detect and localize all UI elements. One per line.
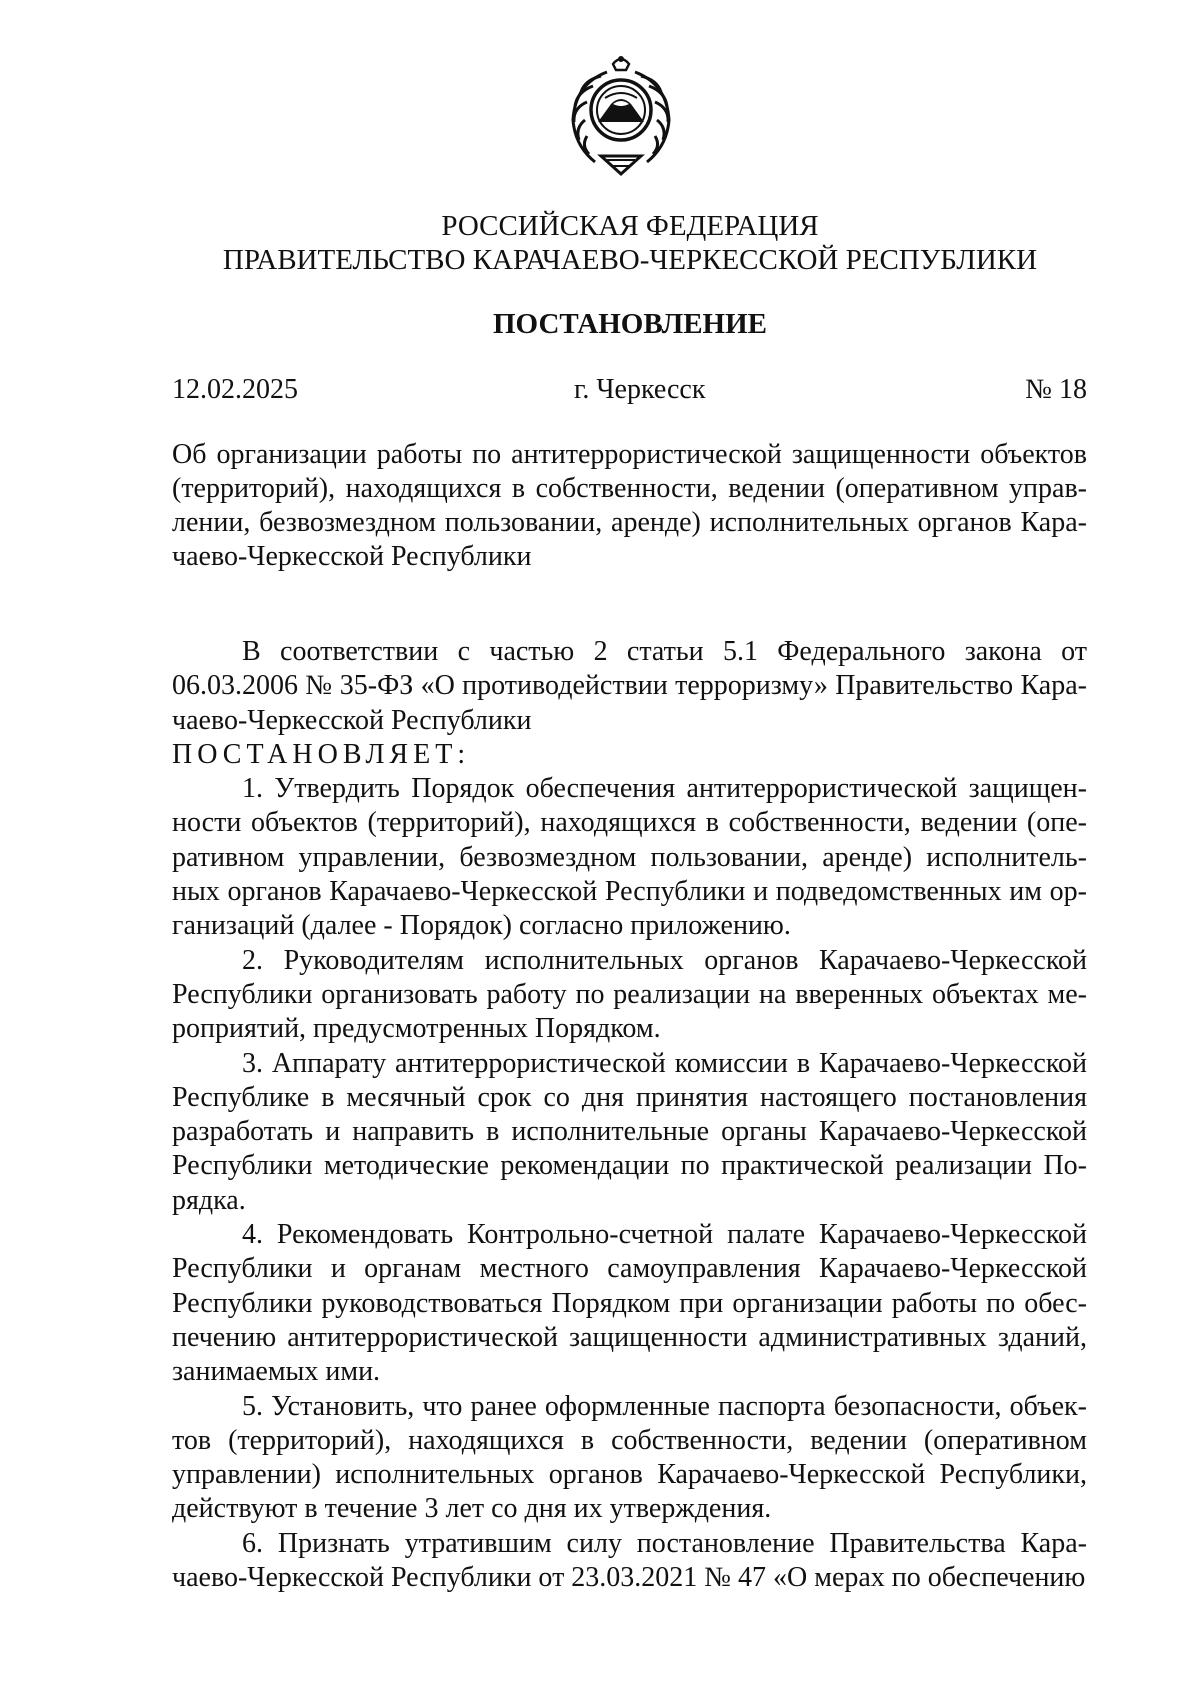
- body-item-5: 5. Установить, что ранее оформленные паспорта безопасности, объектов (территорий), находящихся в собственности, ведении (оперативном управлении) исполнительных органов Карачаево-Черкесской Республики, действуют в течение 3 лет со дня их утверждения.: [172, 1390, 1087, 1525]
- body-item-2: 2. Руководителям исполнительных органов Карачаево-Черкесской Республики организовать работу по реализации на вверенных объектах мероприятий, предусмотренных Порядком.: [172, 944, 1087, 1045]
- document-meta-row: [172, 372, 1087, 408]
- body-item-1: 1. Утвердить Порядок обеспечения антитеррористической защищенности объектов (территорий), находящихся в собственности, ведении (оперативном управлении, безвозмездном пользовании, аренде) исполнительных органов Карачаево-Черкесской Республики и подведомственных им организаций (далее - Порядок) согласно приложению.: [172, 773, 1087, 942]
- coat-of-arms-icon: [563, 50, 679, 182]
- document-number: № 18: [1025, 374, 1087, 405]
- body-item-4: 4. Рекомендовать Контрольно-счетной палате Карачаево-Черкесской Республики и органам местного самоуправления Карачаево-Черкесской Республики руководствоваться Порядком при организации работы по обеспечению антитеррористической защищенности административных зданий, занимаемых ими.: [172, 1219, 1087, 1388]
- decree-word: ПОСТАНОВЛЯЕТ:: [172, 738, 471, 770]
- document-type-title: ПОСТАНОВЛЕНИЕ: [492, 308, 767, 340]
- preamble-paragraph: В соответствии с частью 2 статьи 5.1 Федерального закона от 06.03.2006 № 35-ФЗ «О противодействии терроризму» Правительство Карачаево-Черкесской Республики: [172, 636, 1087, 736]
- document-subject: Об организации работы по антитеррористической защищенности объектов (территорий), находящихся в собственности, ведении (оперативном управлении, безвозмездном пользовании, аренде) исполнительных органов Карачаево-Черкесской Республики: [172, 439, 1087, 572]
- body-item-3: 3. Аппарату антитеррористической комиссии в Карачаево-Черкесской Республике в месячный срок со дня принятия настоящего постановления разработать и направить в исполнительные органы Карачаево-Черкесской Республики методические рекомендации по практической реализации Порядка.: [172, 1047, 1087, 1216]
- header-country: РОССИЙСКАЯ ФЕДЕРАЦИЯ: [441, 210, 819, 242]
- document-date: 12.02.2025: [172, 374, 298, 405]
- document-city: г. Черкесск: [574, 374, 706, 405]
- document-body: [172, 635, 1087, 1595]
- header-government: ПРАВИТЕЛЬСТВО КАРАЧАЕВО-ЧЕРКЕССКОЙ РЕСПУБЛИКИ: [222, 244, 1038, 276]
- body-item-6: 6. Признать утратившим силу постановление Правительства Карачаево-Черкесской Республики от 23.03.2021 № 47 «О мерах по обеспечению: [172, 1527, 1087, 1594]
